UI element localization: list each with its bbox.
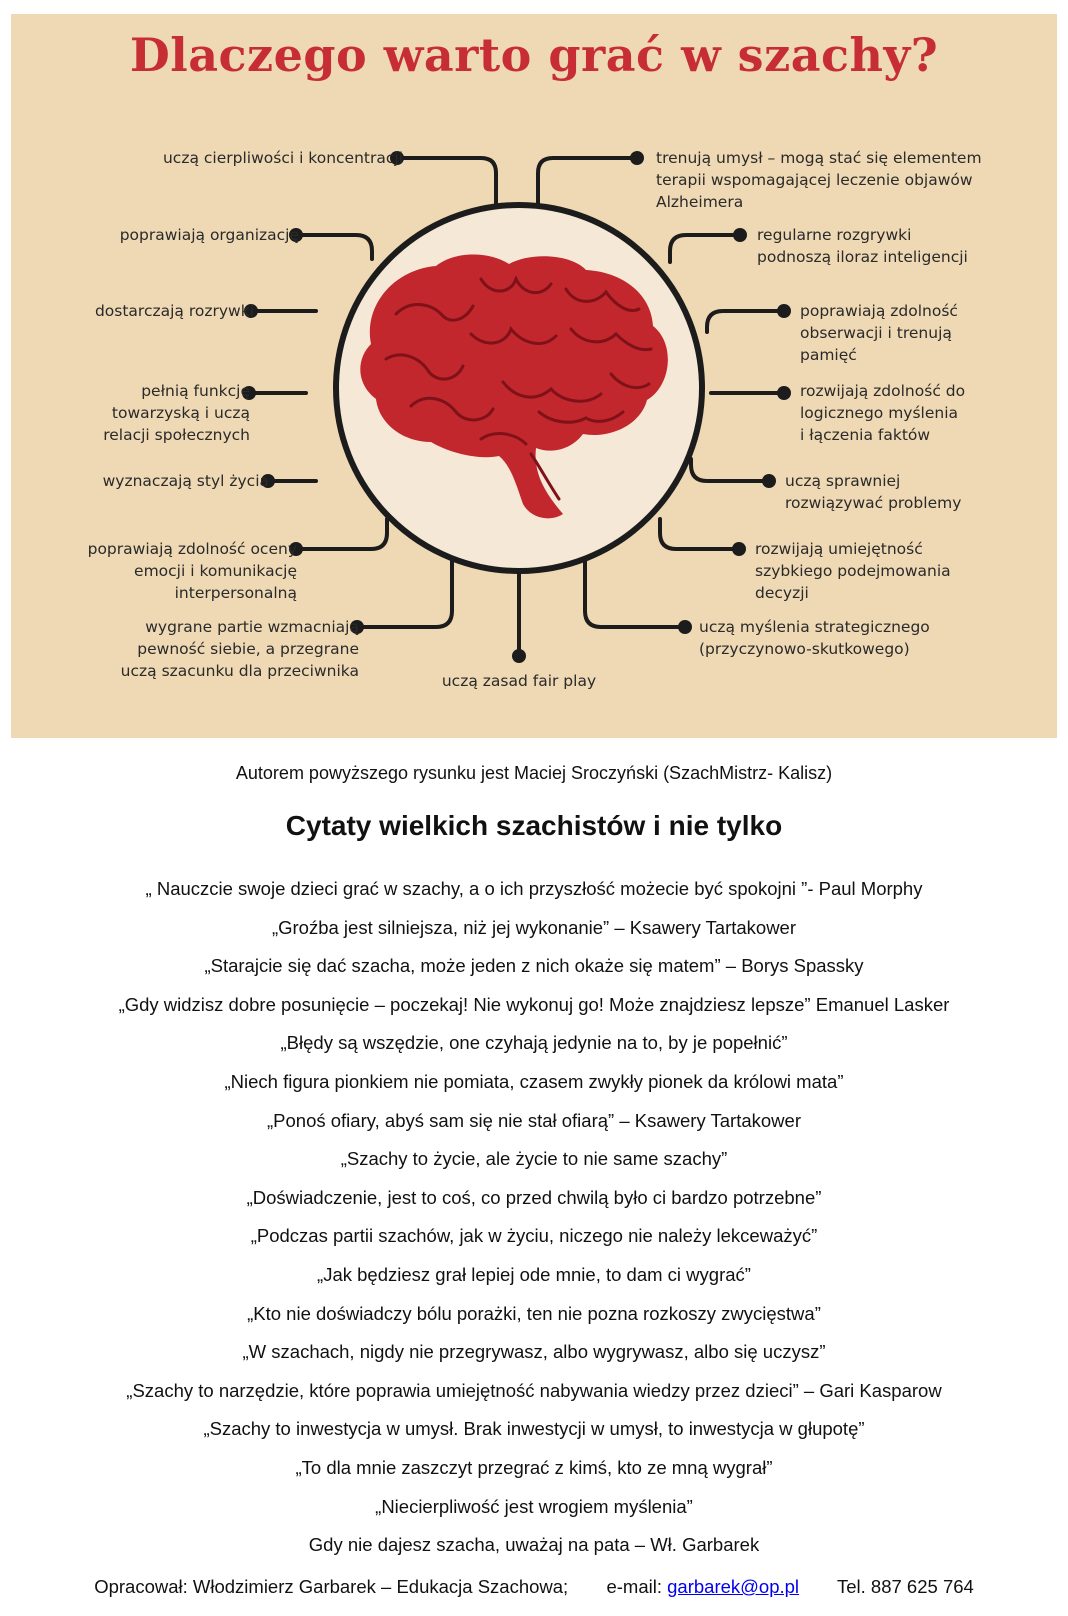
benefit-strategy: uczą myślenia strategicznego (przyczynowo-skutkowego) (699, 618, 930, 658)
quote-item: „Kto nie doświadczy bólu porażki, ten nie pozna rozkoszy zwycięstwa” (247, 1302, 821, 1324)
image-credit: Autorem powyższego rysunku jest Maciej Sroczyński (SzachMistrz- Kalisz) (235, 763, 833, 783)
dot (678, 620, 692, 634)
dot (777, 304, 791, 318)
quote-item: „Podczas partii szachów, jak w życiu, niczego nie należy lekceważyć” (250, 1225, 818, 1247)
quote-item: „To dla mnie zaszczyt przegrać z kimś, kto ze mną wygrał” (295, 1456, 773, 1478)
quote-item: Gdy nie dajesz szacha, uważaj na pata – Wł. Garbarek (308, 1534, 760, 1556)
quote-item: „Doświadczenie, jest to coś, co przed chwilą było ci bardzo potrzebne” (246, 1186, 822, 1208)
dot (733, 228, 747, 242)
quote-item: „Niecierpliwość jest wrogiem myślenia” (375, 1495, 693, 1517)
footer-author: Opracował: Włodzimierz Garbarek – Edukacja Szachowa; (94, 1576, 569, 1597)
infographic-poster (11, 14, 1057, 738)
benefit-logic: rozwijają zdolność do logicznego myślenia i łączenia faktów (800, 382, 966, 444)
quote-item: „W szachach, nigdy nie przegrywasz, albo wygrywasz, albo się uczysz” (242, 1341, 826, 1363)
benefit-mind-training: trenują umysł – mogą stać się elementem terapii wspomagającej leczenie objawów Alzheimera (656, 149, 982, 211)
quote-item: „Niech figura pionkiem nie pomiata, czasem zwykły pionek da królowi mata” (224, 1070, 844, 1092)
benefit-patience: uczą cierpliwości i koncentracji (162, 149, 403, 167)
dot (630, 151, 644, 165)
footer-phone: Tel. 887 625 764 (837, 1576, 974, 1597)
dot (762, 474, 776, 488)
email-link[interactable]: garbarek@op.pl (667, 1576, 800, 1597)
dot (777, 386, 791, 400)
quote-item: „Jak będziesz grał lepiej ode mnie, to dam ci wygrać” (317, 1263, 751, 1285)
footer-email-label: e-mail: (606, 1576, 662, 1597)
benefit-self-confidence: wygrane partie wzmacniają pewność siebie, a przegrane uczą szacunku dla przeciwnika (120, 618, 359, 680)
quote-item: „Ponoś ofiary, abyś sam się nie stał ofiarą” – Ksawery Tartakower (267, 1109, 801, 1131)
benefit-social: pełnią funkcję towarzyską i uczą relacji społecznych (103, 382, 250, 444)
quote-item: „Groźba jest silniejsza, niż jej wykonanie” – Ksawery Tartakower (271, 916, 797, 938)
poster-title: Dlaczego warto grać w szachy? (129, 28, 939, 82)
quotes-list (0, 870, 1068, 1565)
benefit-organization: poprawiają organizację (119, 226, 299, 244)
quote-item: „Gdy widzisz dobre posunięcie – poczekaj! Nie wykonuj go! Może znajdziesz lepsze” Emanuel Lasker (118, 993, 950, 1015)
benefit-emotions: poprawiają zdolność oceny emocji i komunikację interpersonalną (87, 540, 297, 602)
quote-item: „Szachy to narzędzie, które poprawia umiejętność nabywania wiedzy przez dzieci” – Gari Kasparow (126, 1379, 942, 1401)
quotes-heading: Cytaty wielkich szachistów i nie tylko (285, 810, 783, 841)
dot (732, 542, 746, 556)
quote-item: „Szachy to inwestycja w umysł. Brak inwestycji w umysł, to inwestycja w głupotę” (203, 1418, 865, 1440)
benefit-observation: poprawiają zdolność obserwacji i trenują pamięć (800, 302, 958, 364)
benefit-problem-solving: uczą sprawniej rozwiązywać problemy (785, 472, 962, 512)
benefit-decisions: rozwijają umiejętność szybkiego podejmowania decyzji (755, 540, 951, 602)
quote-item: „ Nauczcie swoje dzieci grać w szachy, a o ich przyszłość możecie być spokojni ”- Paul Morphy (145, 878, 923, 899)
benefit-intelligence: regularne rozgrywki podnoszą iloraz inteligencji (757, 226, 968, 266)
quote-item: „Szachy to życie, ale życie to nie same szachy” (340, 1148, 728, 1170)
quote-item: „Błędy są wszędzie, one czyhają jedynie na to, by je popełnić” (280, 1032, 788, 1054)
dot (512, 649, 526, 663)
quote-item: „Starajcie się dać szacha, może jeden z nich okaże się matem” – Borys Spassky (204, 955, 864, 977)
benefit-entertainment: dostarczają rozrywki (94, 302, 254, 320)
footer (0, 1576, 1068, 1598)
benefit-fair-play: uczą zasad fair play (441, 672, 597, 690)
benefit-lifestyle: wyznaczają styl życia (102, 472, 269, 490)
